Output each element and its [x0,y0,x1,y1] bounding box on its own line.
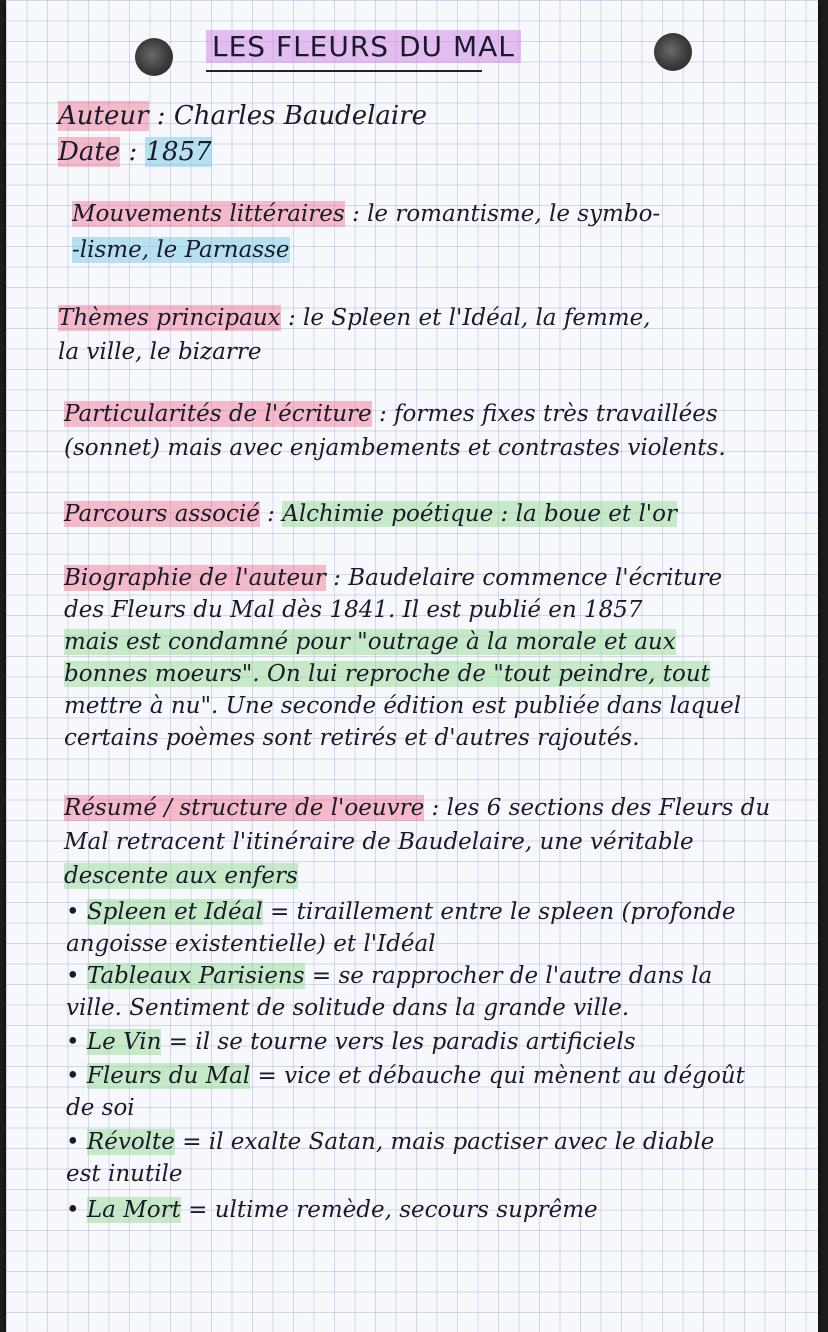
punch-hole-left [135,38,173,76]
section-spleen-1: • Spleen et Idéal = tiraillement entre le spleen (profonde [66,899,736,925]
summary-text-2: Mal retracent l'itinéraire de Baudelaire, une véritable [64,829,694,855]
summary-line-2 [64,826,694,858]
date-label: Date [58,137,121,167]
writing-value-1: formes fixes très travaillées [394,401,718,427]
section-spleen-text-2: angoisse existentielle) et l'Idéal [66,931,436,957]
themes-value-2: la ville, le bizarre [58,339,262,365]
section-fleurs-1: • Fleurs du Mal = vice et débauche qui mènent au dégoût [66,1063,745,1089]
date-value: 1857 [145,137,212,167]
bio-text-3: mais est condamné pour "outrage à la morale et aux [64,629,676,655]
section-revolte-name: Révolte [86,1129,175,1155]
author-line: Auteur : Charles Baudelaire [58,101,428,131]
bio-text-4: bonnes moeurs". On lui reproche de "tout peindre, tout [64,661,710,687]
writing-line-1: Particularités de l'écriture : formes fixes très travaillées [64,401,718,427]
bio-text-2: des Fleurs du Mal dès 1841. Il est publié en 1857 [64,597,643,623]
section-fleurs-text-2: de soi [66,1095,135,1121]
section-tableaux-1: • Tableaux Parisiens = se rapprocher de l'autre dans la [66,963,713,989]
section-vin-text: = il se tourne vers les paradis artificiels [168,1029,636,1055]
bio-line-5 [64,690,741,722]
movements-value-2: -lisme, le Parnasse [72,237,290,263]
movements-line-1: Mouvements littéraires : le romantisme, le symbo- [72,201,661,227]
bio-line-2 [64,594,643,626]
summary-label: Résumé / structure de l'oeuvre [64,795,425,821]
summary-line-1: Résumé / structure de l'oeuvre : les 6 sections des Fleurs du [64,795,771,821]
movements-value-1: le romantisme, le symbo- [367,201,661,227]
summary-line-3 [64,860,298,892]
themes-label: Thèmes principaux [58,305,281,331]
parcours-label: Parcours associé [64,501,260,527]
section-revolte-text-2: est inutile [66,1161,183,1187]
section-mort-name: La Mort [86,1197,181,1223]
section-fleurs-text-1: = vice et débauche qui mènent au dégoût [257,1063,745,1089]
writing-value-2: (sonnet) mais avec enjambements et contrastes violents. [64,435,726,461]
section-tableaux-text-2: ville. Sentiment de solitude dans la grande ville. [66,995,630,1021]
themes-line-2 [58,336,261,368]
page-title: LES FLEURS DU MAL [206,30,521,63]
writing-label: Particularités de l'écriture [64,401,372,427]
section-mort: • La Mort = ultime remède, secours suprême [66,1197,598,1223]
bio-line-6 [64,722,640,754]
writing-line-2 [64,432,726,464]
themes-line-1: Thèmes principaux : le Spleen et l'Idéal, la femme, [58,305,651,331]
title-underline [206,70,482,72]
section-tableaux-name: Tableaux Parisiens [86,963,305,989]
movements-label: Mouvements littéraires [72,201,345,227]
punch-hole-right [654,33,692,71]
parcours-value: Alchimie poétique : la boue et l'or [282,501,677,527]
bio-text-1: Baudelaire commence l'écriture [348,565,723,591]
section-spleen-2 [66,928,436,960]
movements-line-2 [72,234,290,266]
summary-text-1: les 6 sections des Fleurs du [446,795,771,821]
bio-line-3 [64,626,676,658]
bio-line-1: Biographie de l'auteur : Baudelaire commence l'écriture [64,565,723,591]
section-tableaux-2 [66,992,629,1024]
section-mort-text: = ultime remède, secours suprême [188,1197,598,1223]
section-spleen-text-1: = tiraillement entre le spleen (profonde [270,899,736,925]
section-fleurs-2 [66,1092,135,1124]
author-value: Charles Baudelaire [173,101,428,131]
themes-value-1: le Spleen et l'Idéal, la femme, [303,305,651,331]
date-line: Date : 1857 [58,137,212,167]
section-revolte-2 [66,1158,183,1190]
section-vin-name: Le Vin [86,1029,162,1055]
bio-line-4 [64,658,710,690]
section-revolte-1: • Révolte = il exalte Satan, mais pactiser avec le diable [66,1129,715,1155]
bio-label: Biographie de l'auteur [64,565,326,591]
section-vin: • Le Vin = il se tourne vers les paradis artificiels [66,1029,636,1055]
section-spleen-name: Spleen et Idéal [86,899,263,925]
section-tableaux-text-1: = se rapprocher de l'autre dans la [311,963,713,989]
section-revolte-text-1: = il exalte Satan, mais pactiser avec le diable [182,1129,715,1155]
bio-text-6: certains poèmes sont retirés et d'autres rajoutés. [64,725,640,751]
section-fleurs-name: Fleurs du Mal [86,1063,251,1089]
bio-text-5: mettre à nu". Une seconde édition est publiée dans laquel [64,693,742,719]
author-label: Auteur [58,101,149,131]
parcours-line: Parcours associé : Alchimie poétique : la boue et l'or [64,501,677,527]
summary-text-3: descente aux enfers [64,863,298,889]
notebook-page [6,0,818,1332]
